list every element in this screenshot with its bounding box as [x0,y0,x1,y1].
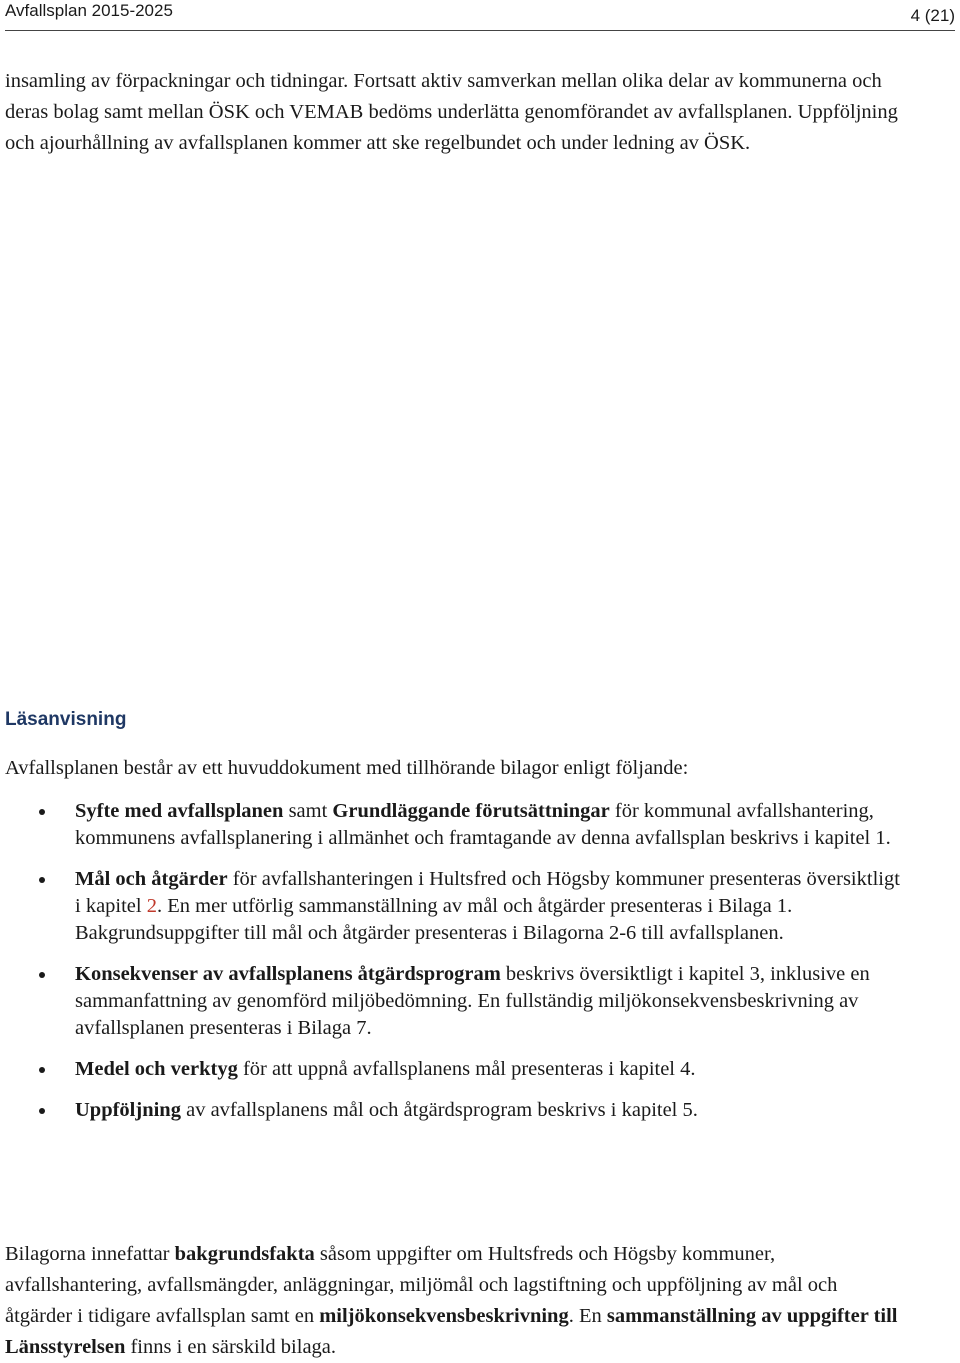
bullet-icon [39,1067,45,1073]
bold-term: Medel och verktyg [75,1058,238,1080]
list-item: Mål och åtgärder för avfallshanteringen i Hultsfred och Högsby kommuner presenteras översiktligt i kapitel 2. En mer utförlig sammanställning av mål och åtgärder presenteras i Bilaga 1. Bakgrundsuppgifter till mål och åtgärder presenteras i Bilagorna 2-6 till avfallsplanen. [0,866,900,947]
section-heading: Läsanvisning [5,709,127,730]
intro-paragraph: insamling av förpackningar och tidningar. Fortsatt aktiv samverkan mellan olika delar av kommunerna och deras bolag samt mellan ÖSK och VEMAB bedöms underlätta genomförandet av avfallsplanen. Uppföljning och ajourhållning av avfallsplanen kommer att ske regelbundet och under ledning av ÖSK. [5,70,898,154]
bold-term: Grundläggande förutsättningar [332,800,610,822]
bold-term: bakgrundsfakta [174,1243,315,1265]
bullet-icon [39,1108,45,1114]
lead-paragraph: Avfallsplanen består av ett huvuddokument med tillhörande bilagor enligt följande: [5,757,689,779]
bold-term: miljökonsekvensbeskrivning [319,1305,569,1327]
bullet-icon [39,809,45,815]
bold-term: Syfte med avfallsplanen [75,800,284,822]
closing-paragraph: Bilagorna innefattar bakgrundsfakta såsom uppgifter om Hultsfreds och Högsby kommuner, avfallshantering, avfallsmängder, anläggningar, miljömål och lagstiftning och uppföljning av mål och åtgärder i tidigare avfallsplan samt en miljökonsekvensbeskrivning. En sammanställning av uppgifter till Länsstyrelsen finns i en särskild bilaga. [5,1243,898,1358]
bold-term: Konsekvenser av avfallsplanens åtgärdsprogram [75,963,501,985]
page-header [5,0,955,31]
page-number: 4 (21) [910,6,955,25]
bold-term: Mål och åtgärder [75,868,228,890]
bold-term: sammanställning av uppgifter till Länsstyrelsen [5,1305,898,1358]
bullet-icon [39,877,45,883]
bold-term: Uppföljning [75,1099,181,1121]
bullet-icon [39,972,45,978]
document-title: Avfallsplan 2015-2025 [5,1,173,20]
reading-guide-list [0,798,900,1138]
chapter-reference-link[interactable]: 2 [146,895,157,917]
list-item: Konsekvenser av avfallsplanens åtgärdsprogram beskrivs översiktligt i kapitel 3, inklusive en sammanfattning av genomförd miljöbedömning. En fullständig miljökonsekvensbeskrivning av avfallsplanen presenteras i Bilaga 7. [0,961,900,1042]
list-item: Uppföljning av avfallsplanens mål och åtgärdsprogram beskrivs i kapitel 5. [0,1097,900,1124]
list-item: Medel och verktyg för att uppnå avfallsplanens mål presenteras i kapitel 4. [0,1056,900,1083]
list-item: Syfte med avfallsplanen samt Grundläggande förutsättningar för kommunal avfallshantering, kommunens avfallsplanering i allmänhet och framtagande av denna avfallsplan beskrivs i kapitel 1. [0,798,900,852]
